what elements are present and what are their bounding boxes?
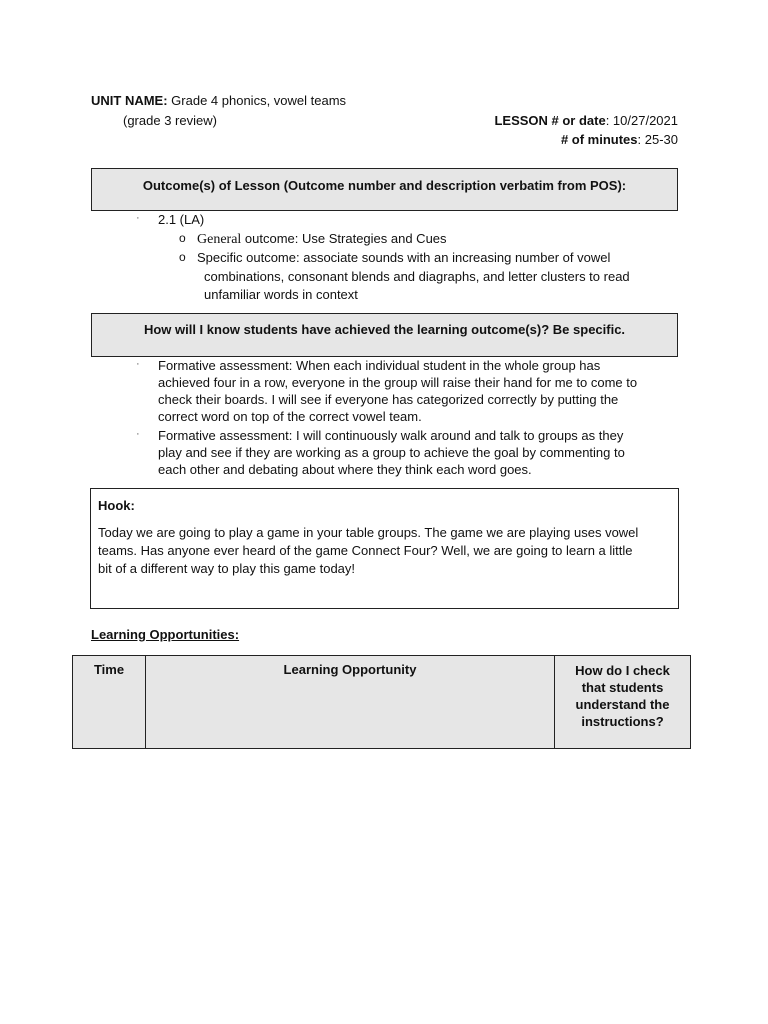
unit-subtitle: (grade 3 review): [123, 113, 217, 128]
learning-heading: Learning Opportunities:: [91, 627, 240, 642]
time-header: [73, 656, 146, 749]
check-header-line: instructions?: [581, 714, 664, 729]
time-header-label: Time: [93, 662, 125, 677]
general-outcome: [197, 230, 447, 248]
hook-box: [90, 488, 679, 609]
specific-outcome-line: Specific outcome: associate sounds with an increasing number of vowel: [197, 250, 611, 265]
check-header-line: understand the: [575, 697, 670, 712]
outcomes-box: [91, 168, 678, 211]
circle-bullet-icon: o: [179, 231, 186, 245]
lesson-date-value: : 10/27/2021: [605, 113, 678, 128]
assessment-box: [91, 313, 678, 357]
learning-table: [72, 655, 691, 749]
lesson-date: [494, 112, 678, 129]
lesson-date-label: LESSON # or date: [494, 113, 606, 128]
assessment-line: play and see if they are working as a group to achieve the goal by commenting to: [158, 445, 625, 460]
minutes-value: : 25-30: [637, 132, 678, 147]
assessment-line: Formative assessment: When each individual student in the whole group has: [158, 358, 601, 373]
assessment-line: correct word on top of the correct vowel team.: [158, 409, 422, 424]
assessment-line: achieved four in a row, everyone in the group will raise their hand for me to come to: [158, 375, 638, 390]
opportunity-header: [146, 656, 555, 749]
outcome-number: 2.1 (LA): [158, 212, 205, 227]
minutes: [561, 131, 678, 148]
table-header-row: [73, 656, 691, 749]
hook-title: Hook:: [98, 498, 135, 513]
hook-line: teams. Has anyone ever heard of the game Connect Four? Well, we are going to learn a little: [98, 543, 633, 558]
assessment-line: each other and debating about where they think each word goes.: [158, 462, 532, 477]
check-header: [555, 656, 691, 749]
hook-line: bit of a different way to play this game today!: [98, 561, 356, 576]
minutes-label: # of minutes: [560, 132, 638, 147]
hook-line: Today we are going to play a game in your table groups. The game we are playing uses vowel: [98, 525, 639, 540]
unit-name-label: UNIT NAME:: [91, 93, 168, 108]
unit-name: [91, 92, 346, 109]
circle-bullet-icon: o: [179, 250, 186, 264]
assessment-title: How will I know students have achieved the learning outcome(s)? Be specific.: [143, 322, 626, 337]
opportunity-header-label: Learning Opportunity: [283, 662, 417, 677]
specific-outcome-line: unfamiliar words in context: [204, 287, 358, 302]
check-header-line: that students: [581, 680, 664, 695]
general-rest: outcome: Use Strategies and Cues: [241, 231, 447, 246]
specific-outcome-line: combinations, consonant blends and diagraphs, and letter clusters to read: [204, 269, 630, 284]
outcomes-title: Outcome(s) of Lesson (Outcome number and description verbatim from POS):: [142, 178, 627, 193]
bullet-dot-icon: ·: [136, 212, 140, 224]
check-header-line: How do I check: [575, 663, 670, 678]
general-prefix: General: [197, 232, 242, 247]
assessment-line: check their boards. I will see if everyone has categorized correctly by putting the: [158, 392, 619, 407]
unit-name-value: Grade 4 phonics, vowel teams: [171, 93, 347, 108]
bullet-dot-icon: ·: [136, 428, 140, 440]
bullet-dot-icon: ·: [136, 358, 140, 370]
assessment-line: Formative assessment: I will continuously walk around and talk to groups as they: [158, 428, 624, 443]
